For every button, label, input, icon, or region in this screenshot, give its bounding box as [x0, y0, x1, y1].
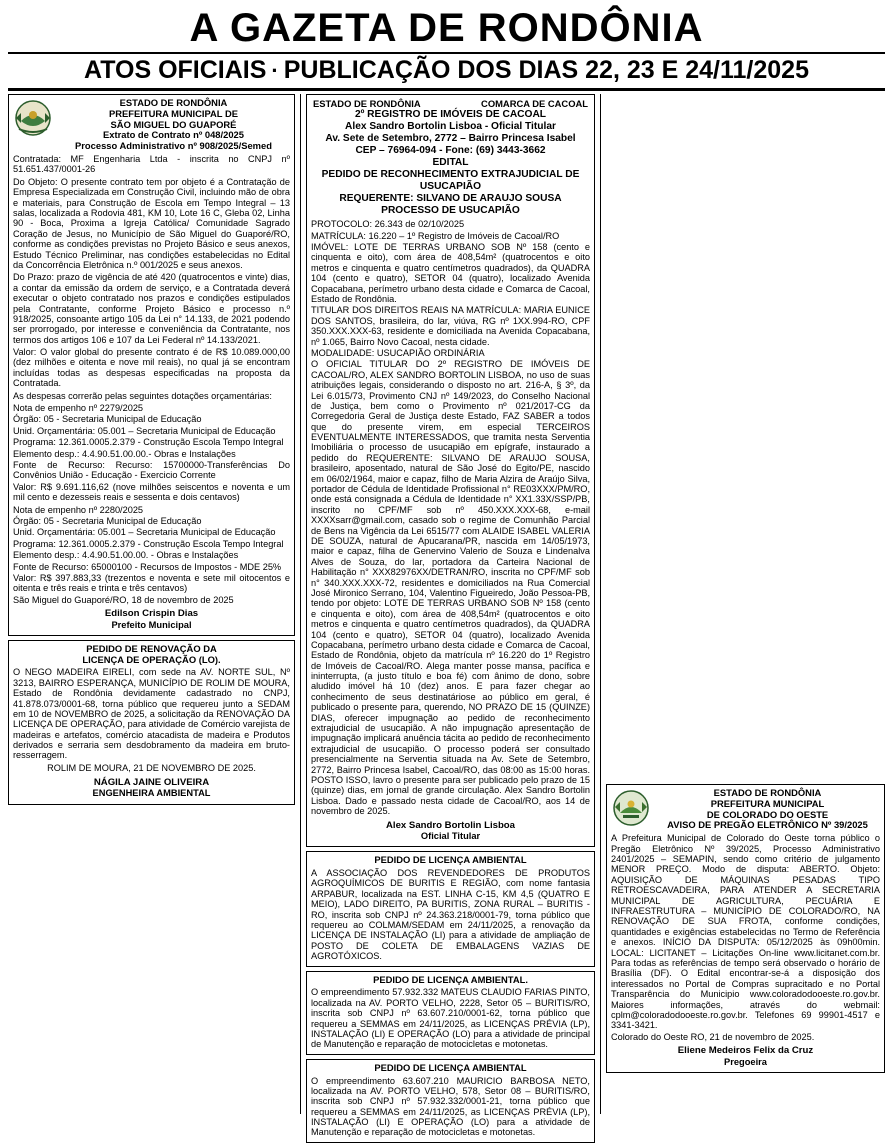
masthead-separator-dot: · — [271, 57, 279, 83]
edital-imovel: IMÓVEL: LOTE DE TERRAS URBANO SOB Nº 158 (cento e cinquenta e oito), com área de 408,54m² (quatrocentos e oito metros e cinquenta e quatro centímetros quadrados), da QUADRA 104 (cento e quatro), SETOR 04 (quatro), localizado Avenida Copacabana, perímetro urbano desta cidade e Comarca de Cacoal, Estado de Rondônia. — [311, 242, 590, 305]
dotacao-1-line-0: Nota de empenho nº 2279/2025 — [13, 403, 144, 414]
pregao-header-line1: ESTADO DE RONDÔNIA — [713, 787, 822, 798]
dotacao-2-line-6: Valor: R$ 397.883,33 (trezentos e noventa e sete mil oitocentos e oitenta e três reais e trinta e três centavos) — [13, 572, 290, 594]
edital-corpo: O OFICIAL TITULAR DO 2º REGISTRO DE IMÓVEIS DE CACOAL/RO, ALEX SANDRO BORTOLIN LISBOA, no uso de suas atribuições legais, considerando o disposto no art. 216-A, § 3º, da Lei 6.015/73, Provimento CNJ nº 149/2023, do Conselho Nacional de Justiça, bem como o Provimento nº 021/2017-CG da Corregedoria Geral de Justiça deste Estado, FAZ SABER a todos que do presente virem, em especial TERCEIROS EVENTUALMENTE INTERESSADOS, que tramita nesta Serventia Imobiliária o processo de usucapião em epígrafe, instaurado a pedido do REQUERENTE: SILVANO DE ARAUJO SOUSA, brasileiro, aposentado, natural de São José do Egito/PE, nascido em 06/02/1964, maior e capaz, filho de Maria Alzira de Araújo Silva, portador de Cédula de Identidade Profissional n° RE03XXX/PM/RO, onde está consignada a Cédula de Identidade n° XX1.33X/SSP/PB, inscrito no CPF/MF sob nº 450.XXX.XXX-68, e-mail XXXXsarr@gmail.com, casado sob o regime de Comunhão Parcial de Bens na Vigência da Lei 6515/77 com ALAIDE ISABEL VALERIA DE SOUZA, natural de Apucarana/PR, nascida em 14/05/1973, maior e capaz, filha de Genervino Valerio de Souza e Lindenalva Alves de Souza, do lar, portadora da Carteira Nacional de Habilitação n° XXX82976XX/DETRAN/RO, inscrita no CPF/MF sob n° 340.XXX.XXX-72, residentes e domiciliados na Rua Comercial José Mironico Serrano, 104, Valentino Figueiredo, João Pessoa-PB, tendo por objeto: LOTE DE TERRAS URBANO SOB Nº 158 (cento e cinquenta e oito), com área de 408,54m² (quatrocentos e oito metros e cinquenta e quatro centímetros quadrados), da QUADRA 104 (cento e quatro), SETOR 04 (quatro), localizado Avenida Copacabana, perímetro urbano desta cidade e Comarca de Cacoal, Estado de Rondônia, objeto da matrícula nº 16.220 do 1º Registro de Imóveis de Cacoal/RO. Alega manter posse mansa, pacífica e ininterrupta, (a justo título e boa fé) com ânimo de dono, sobre aludido imóvel há 10 (dez) anos. E para fazer chegar ao conhecimento de seus destinatáriose ao público em geral, é publicado o presente para, querendo, NO PRAZO DE 15 (QUINZE) DIAS, oferecer impugnação ao pedido de reconhecimento extrajudicial de usucapião. A não impugnação apresentação de impugnação implicará anuência tácita ao pedido de reconhecimento extrajudicial de usucapião. O processo poderá ser consultado presencialmente na Serventia situada na Av. Sete de Setembro, 2772, Bairro Princesa Isabel, Cacoal/RO, das 08:00 as 15:00 horas. POSTO ISSO, lavro o presente para ser publicado pelo prazo de 15 (quinze) dias, em jornal de grande circulação. Alex Sandro Bortolin Lisboa. Dado e passado nesta cidade de Cacoal/RO, aos 14 de novembro de 2025. — [311, 359, 590, 817]
valor-text: Valor: O valor global do presente contrato é de R$ 10.089.000,00 (dez milhões e oitenta e nove mil reais), no qual já se encontram incluídas todas as despesas especificadas na proposta da Contratada. — [13, 347, 290, 389]
signature-role: Prefeito Municipal — [111, 619, 192, 630]
lo-title-line1: PEDIDO DE RENOVAÇÃO DA — [86, 642, 217, 654]
edital-matricula: MATRÍCULA: 16.220 – 1º Registro de Imóveis de Cacoal/RO — [311, 230, 560, 241]
lo-signature-name: NÁGILA JAINE OLIVEIRA — [93, 776, 210, 788]
masthead-subtitle-dates: PUBLICAÇÃO DOS DIAS 22, 23 E 24/11/2025 — [283, 56, 809, 84]
notice-licenca-ambiental-mauricio — [306, 1059, 595, 1143]
notice-header-line4: Extrato de Contrato nº 048/2025 — [103, 129, 244, 141]
lo-signature-role: ENGENHEIRA AMBIENTAL — [92, 788, 211, 799]
edital-header-line4: CEP – 76964-094 - Fone: (69) 3443-3662 — [355, 145, 546, 157]
masthead-subtitle-atos: ATOS OFICIAIS — [84, 56, 267, 84]
lo-title-line2: LICENÇA DE OPERAÇÃO (LO). — [82, 653, 221, 665]
edital-modalidade: MODALIDADE: USUCAPIÃO ORDINÁRIA — [311, 347, 485, 358]
notice-licenca-ambiental-arpabur — [306, 851, 595, 966]
dotacoes-intro-text: As despesas correrão pelas seguintes dotações orçamentárias: — [13, 390, 272, 401]
column-middle — [300, 94, 600, 1138]
dotacao-1-line-4: Elemento desp.: 4.4.90.51.00.00.- Obras e Instalações — [13, 448, 236, 459]
edital-header-line1: 2º REGISTRO DE IMÓVEIS DE CACOAL — [354, 109, 547, 120]
edital-header-line7: REQUERENTE: SILVANO DE ARAUJO SOUSA — [339, 193, 562, 205]
notice-pregao-eletronico — [606, 784, 885, 1073]
masthead-subtitle-bar — [8, 52, 885, 91]
edital-protocolo: PROTOCOLO: 26.343 de 02/10/2025 — [311, 219, 465, 230]
pregao-header-line4: AVISO DE PREGÃO ELETRÔNICO Nº 39/2025 — [667, 819, 868, 831]
notice-header-line1: ESTADO DE RONDÔNIA — [119, 97, 228, 108]
notice-header-line5: Processo Administrativo nº 908/2025/Semed — [75, 140, 272, 152]
edital-header-line5: EDITAL — [432, 157, 469, 169]
coat-of-arms-icon — [611, 789, 651, 827]
edital-titular: TITULAR DOS DIREITOS REAIS NA MATRÍCULA: MARIA EUNICE DOS SANTOS, brasileira, do lar, viúva, RG nº 1XX.994-RO, CPF 350.XXX.XXX-63, residente e domiciliada na Avenida Copacabana, nº 1.065, Bairro Novo Cacoal, nesta cidade. — [311, 305, 590, 347]
page-title: A GAZETA DE RONDÔNIA — [189, 6, 704, 50]
pregao-body: A Prefeitura Municipal de Colorado do Oeste torna público o Pregão Eletrônico Nº 39/2025, Processo Administrativo 2401/2025 – SEMAPIN, sendo como critério de julgamento MENOR PREÇO. Modo de disputa: ABERTO. Objeto: AQUISIÇÃO DE MÁQUINAS PESADAS TIPO RETROESCAVADEIRA, PARA ATENDER A SECRETARIA MUNICIPAL DE AGRICULTURA, PECUÁRIA E INFRAESTRUTURA – MUNICÍPIO DE COLORADO/RO, NA RENOVAÇÃO DE SUA FROTA, conforme condições, quantidades e exigências estabelecidas no Termo de Referência e anexos. INÍCIO DA DISPUTA: 05/12/2025 às 09h00min. LOCAL: LICITANET – Licitações On-line www.licitanet.com.br. Para todas as referências de tempo será observado o horário de Brasília (DF). O Edital encontrar-se-á a disposição dos interessados no Portal de Compras supracitado e no Portal Transparência do Municipio www.coloradodooeste.ro.gov.br. Maiores informações, através do webmail: cplm@coloradodooeste.ro.gov.br. Telefones 69 99901-4517 e 3341-3421. — [611, 833, 880, 1031]
local-data-text: São Miguel do Guaporé/RO, 18 de novembro de 2025 — [13, 594, 234, 605]
dotacao-1-line-3: Programa: 12.361.0005.2.379 - Construção Escola Tempo Integral — [13, 437, 284, 448]
edital-signature-role: Oficial Titular — [420, 831, 481, 842]
dotacao-1-line-6: Valor: R$ 9.691.116,62 (nove milhões seiscentos e noventa e um mil cento e dezesseis reais e sessenta e dois centavos) — [13, 481, 290, 503]
lic3-title: PEDIDO DE LICENÇA AMBIENTAL — [374, 1061, 527, 1073]
pregao-signature-role: Pregoeira — [724, 1056, 767, 1067]
dotacao-2-line-5: Fonte de Recurso: 65000100 - Recursos de Impostos - MDE 25% — [13, 561, 282, 572]
lo-local-data: ROLIM DE MOURA, 21 DE NOVEMBRO DE 2025. — [47, 762, 256, 773]
notice-edital-usucapiao — [306, 94, 595, 847]
columns-container — [8, 94, 885, 1138]
column-left — [8, 94, 300, 1114]
edital-header-row — [311, 98, 590, 109]
dotacao-1-line-1: Órgão: 05 - Secretaria Municipal de Educação — [13, 414, 202, 425]
signature-name: Edilson Crispin Dias — [104, 608, 199, 620]
edital-header-line6: PEDIDO DE RECONHECIMENTO EXTRAJUDICIAL DE USUCAPIÃO — [321, 169, 580, 193]
pregao-local-data: Colorado do Oeste RO, 21 de novembro de 2025. — [611, 1031, 815, 1042]
notice-header-line3: SÃO MIGUEL DO GUAPORÉ — [110, 118, 237, 130]
dotacao-2-line-2: Unid. Orçamentária: 05.001 – Secretaria Municipal de Educação — [13, 527, 276, 538]
dotacao-2-line-3: Programa: 12.361.0005.2.379 - Construção Escola Tempo Integral — [13, 538, 284, 549]
notice-header — [13, 98, 290, 152]
lic3-body: O empreendimento 63.607.210 MAURICIO BARBOSA NETO, localizada na AV. PORTO VELHO, 578, Setor 08 – BURITIS/RO, inscrita sob CNPJ nº 57.932.332/0001-21, torna público que requereu a SEMMAS em 24/11/2025, as LICENÇAS PRÉVIA (LP), INSTALAÇÃO (LI) E OPERAÇÃO (LO) para a atividade de Manutenção e reparação de motocicletas e motonetas. — [311, 1075, 590, 1138]
lic1-title: PEDIDO DE LICENÇA AMBIENTAL — [374, 854, 527, 866]
edital-header-line8: PROCESSO DE USUCAPIÃO — [381, 205, 520, 217]
dotacao-2-line-4: Elemento desp.: 4.4.90.51.00.00. - Obras e Instalações — [13, 550, 239, 561]
edital-header-estado: ESTADO DE RONDÔNIA — [313, 98, 421, 109]
edital-signature-name: Alex Sandro Bortolin Lisboa — [386, 819, 515, 831]
coat-of-arms-icon — [13, 99, 53, 137]
pregao-header-line2: PREFEITURA MUNICIPAL — [710, 797, 825, 809]
notice-extrato-contrato — [8, 94, 295, 636]
edital-header-line3: Av. Sete de Setembro, 2772 – Bairro Princesa Isabel — [325, 133, 576, 145]
column-right — [600, 94, 885, 1114]
objeto-text: Do Objeto: O presente contrato tem por objeto é a Contratação de Empresa Especializada em Construção Civil, incluindo mão de obra e materiais, para Construção de Escola em Tempo Integral – 13 salas, localizada a Rodovia 481, KM 10, Lote 16 C, Gleba 02, Linha 90 - Boca, Proxima a Igreja Católica/ Comunidade Sagrado Coração de Jesus, no Município de São Miguel do Guaporé/RO, conforme as condições previstas no Projeto Básico e seus anexos, Estudo Técnico Preliminar, nas condições estabelecidas no Edital da Concorrência Eletrônica n.º 001/2025 e seus anexos. — [13, 176, 290, 270]
notice-renovacao-licenca-operacao — [8, 640, 295, 805]
notice-header-line2: PREFEITURA MUNICIPAL DE — [109, 107, 238, 119]
dotacao-2-line-0: Nota de empenho nº 2280/2025 — [13, 504, 144, 515]
lo-body-text: O NEGO MADEIRA EIRELI, com sede na AV. NORTE SUL, Nº 3213, BAIRRO ESPERANÇA, MUNICÍPIO DE ROLIM DE MOURA, Estado de Rondônia devidamente cadastrado no CNPJ, 41.878.073/0001-68, torna público que requereu junto a SEDAM em 10 de NOVEMBRO de 2025, a solicitação da RENOVAÇÃO DA LICENÇA DE OPERAÇÃO, para atividade de Comércio varejista de madeiras e artefatos, comércio atacadista de madeira e Produtos derivados e serraria sem desdobramento da madeira em bruto-resserragem. — [13, 667, 290, 761]
contratada-text: Contratada: MF Engenharia Ltda - inscrita no CNPJ nº 51.651.437/0001-26 — [13, 154, 290, 175]
pregao-header-line3: DE COLORADO DO OESTE — [706, 808, 829, 820]
dotacao-1-line-5: Fonte de Recurso: Recurso: 15700000-Transferências Do Convênios União - Educação - Exercicio Corrente — [13, 460, 290, 481]
lic2-body: O empreendimento 57.932.332 MATEUS CLAUDIO FARIAS PINTO, localizada na AV. PORTO VELHO, 2228, Setor 05 – BURITIS/RO, inscrita sob CNPJ nº 63.607.210/0001-62, torna público que requereu a SEMMAS em 24/11/2025, as LICENÇAS PRÉVIA (LP), INSTALAÇÃO (LI) E OPERAÇÃO (LO) para a atividade de principal de Manutenção e reparação de motocicletas e motonetas. — [311, 987, 590, 1050]
dotacao-2-line-1: Órgão: 05 - Secretaria Municipal de Educação — [13, 515, 202, 526]
lic1-body: A ASSOCIAÇÃO DOS REVENDEDORES DE PRODUTOS AGROQUÍMICOS DE BURITIS E REGIÃO, com nome fantasia ARPABUR, localizada na EST. LINHA C-15, KM 4,5 (QUATRO E MEIO), LADO DIREITO, PA BURITIS, ZONA RURAL – BURITIS - RO, inscrita sob CNPJ nº 24.363.218/0001-79, torna público que requereu ao COLMAM/SEDAM em 24/11/2025, a renovação da LICENÇA DE INSTALAÇÃO (LI) para a atividade de ampliação de POSTO DE COLETA DE EMBALAGENS VAZIAS DE AGROTÓXICOS. — [311, 868, 590, 962]
notice-licenca-ambiental-mateus — [306, 971, 595, 1055]
prazo-text: Do Prazo: prazo de vigência de até 420 (quatrocentos e vinte) dias, a contar da emissão da ordem de serviço, e a Contratada deverá executar o objeto contratado nos prazos e condições estipulados pela Contratante, conforme Projeto Básico e processo n.º 918/2025, consoante artigo 105 da Lei n° 14.133, de 2021 podendo ser prorrogado, por interesse e conveniência da Contratante, nos termos dos artigos 106 e 107 da Lei Federal nº 14.133/2021. — [13, 272, 290, 345]
pregao-signature-name: Eliene Medeiros Felix da Cruz — [677, 1045, 814, 1057]
edital-header-comarca: COMARCA DE CACOAL — [481, 98, 588, 109]
lic2-title: PEDIDO DE LICENÇA AMBIENTAL. — [373, 973, 528, 985]
edital-header-line2: Alex Sandro Bortolin Lisboa - Oficial Titular — [345, 121, 556, 133]
pregao-header — [611, 788, 880, 831]
dotacao-1-line-2: Unid. Orçamentária: 05.001 – Secretaria Municipal de Educação — [13, 425, 276, 436]
